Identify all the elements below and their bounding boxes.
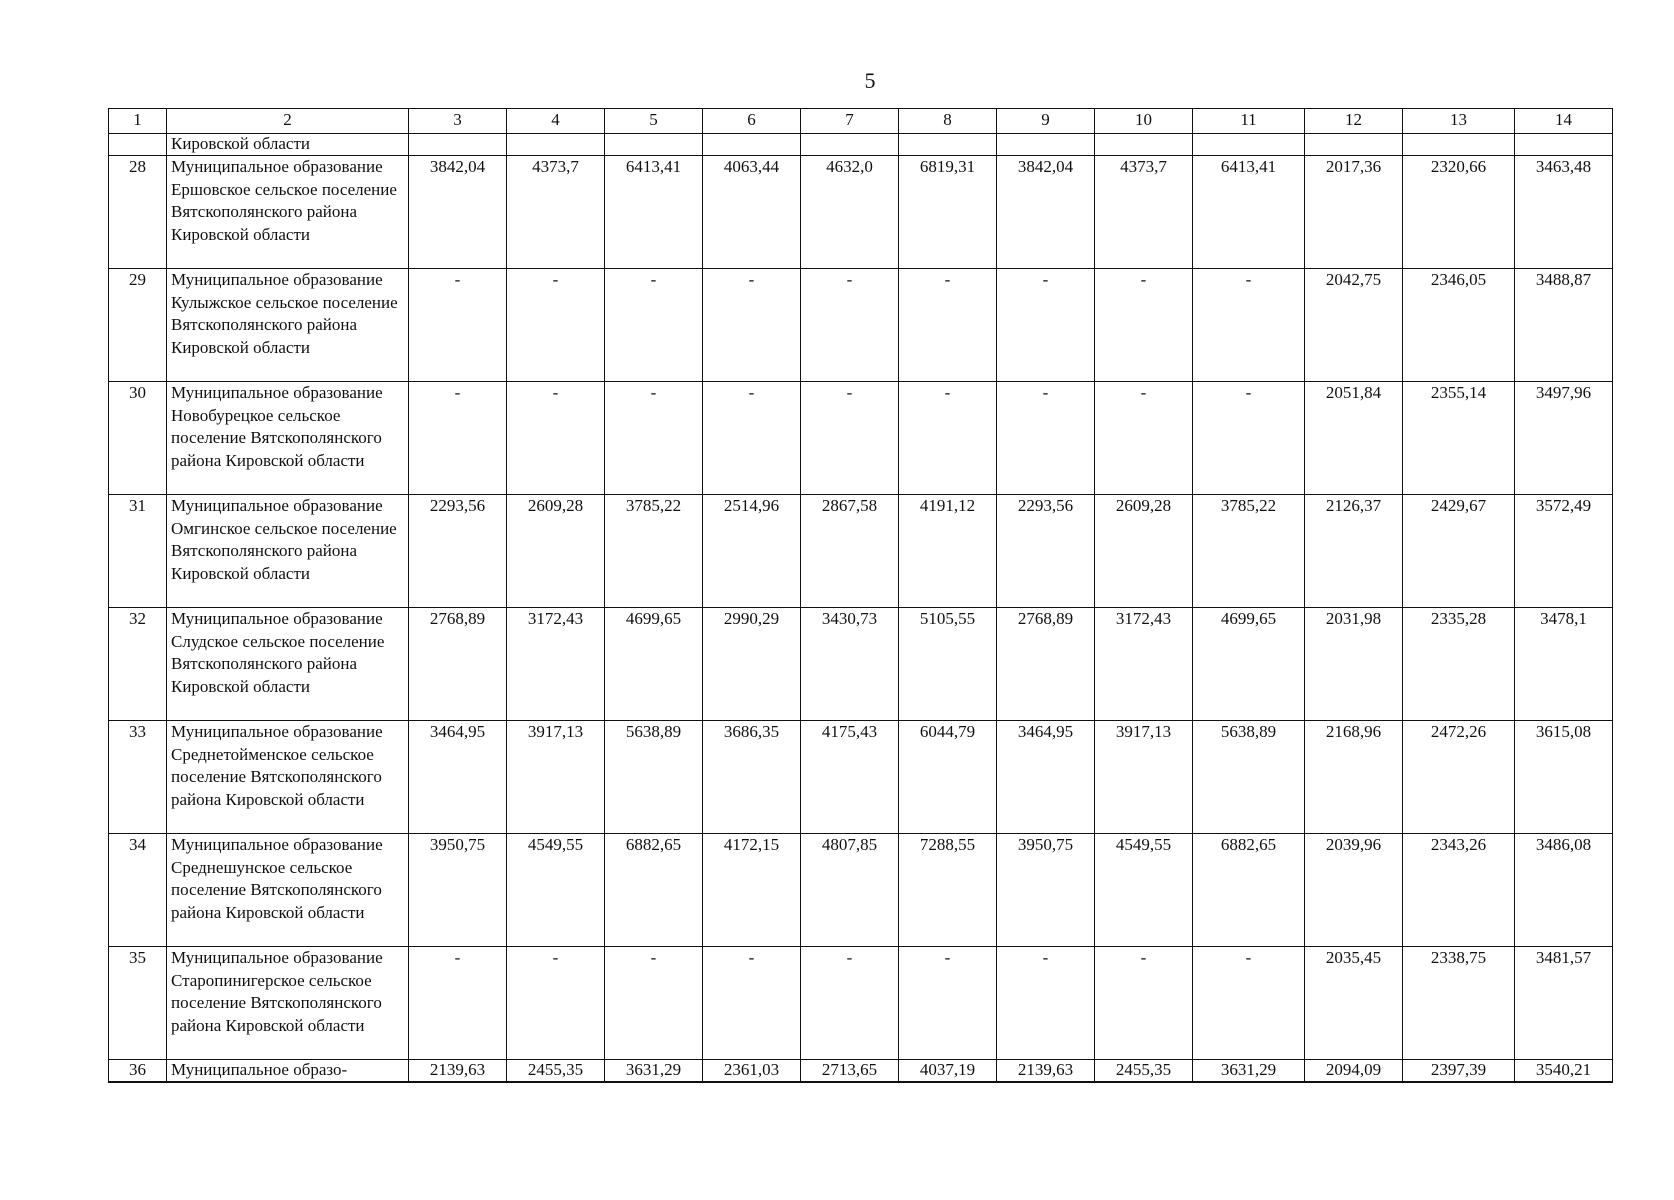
value-cell: 2768,89 bbox=[997, 608, 1095, 721]
value-cell: - bbox=[507, 269, 605, 382]
tariff-table bbox=[108, 108, 1613, 1083]
value-cell: - bbox=[507, 382, 605, 495]
value-cell: 3464,95 bbox=[409, 721, 507, 834]
column-number-cell: 6 bbox=[703, 109, 801, 134]
value-cell: 3950,75 bbox=[997, 834, 1095, 947]
value-cell: 6882,65 bbox=[1193, 834, 1305, 947]
column-number-cell: 10 bbox=[1095, 109, 1193, 134]
value-cell: - bbox=[899, 269, 997, 382]
value-cell: 2168,96 bbox=[1305, 721, 1403, 834]
value-cell: 2867,58 bbox=[801, 495, 899, 608]
value-cell: - bbox=[899, 947, 997, 1060]
value-cell: 3631,29 bbox=[605, 1060, 703, 1083]
municipality-name-cell: Муниципальное образование Среднетойменское сельское поселение Вятскополянского района Кировской области bbox=[167, 721, 409, 834]
value-cell: - bbox=[409, 382, 507, 495]
value-cell: - bbox=[703, 947, 801, 1060]
value-cell: 3540,21 bbox=[1515, 1060, 1613, 1083]
value-cell bbox=[1403, 134, 1515, 156]
municipality-name-cell: Муниципальное образование Новобурецкое сельское поселение Вятскополянского района Кировской области bbox=[167, 382, 409, 495]
municipality-name-cell: Муниципальное образование Слудское сельское поселение Вятскополянского района Кировской области bbox=[167, 608, 409, 721]
value-cell: 4699,65 bbox=[605, 608, 703, 721]
value-cell: 2397,39 bbox=[1403, 1060, 1515, 1083]
value-cell: 3463,48 bbox=[1515, 156, 1613, 269]
value-cell: 4373,7 bbox=[1095, 156, 1193, 269]
value-cell: 6413,41 bbox=[605, 156, 703, 269]
value-cell: - bbox=[997, 269, 1095, 382]
value-cell: 2361,03 bbox=[703, 1060, 801, 1083]
value-cell: 2293,56 bbox=[409, 495, 507, 608]
page-number: 5 bbox=[864, 68, 876, 93]
value-cell: 3917,13 bbox=[1095, 721, 1193, 834]
row-number-cell: 35 bbox=[109, 947, 167, 1060]
value-cell: - bbox=[801, 382, 899, 495]
value-cell: 3478,1 bbox=[1515, 608, 1613, 721]
value-cell: 3842,04 bbox=[409, 156, 507, 269]
value-cell: 2455,35 bbox=[1095, 1060, 1193, 1083]
value-cell: - bbox=[899, 382, 997, 495]
value-cell: 3172,43 bbox=[1095, 608, 1193, 721]
value-cell: 2472,26 bbox=[1403, 721, 1515, 834]
value-cell: 3615,08 bbox=[1515, 721, 1613, 834]
table-body bbox=[109, 109, 1613, 1083]
value-cell: - bbox=[605, 269, 703, 382]
row-number-cell: 34 bbox=[109, 834, 167, 947]
value-cell: 2343,26 bbox=[1403, 834, 1515, 947]
municipality-name-cell: Муниципальное образо- bbox=[167, 1060, 409, 1083]
table-row bbox=[109, 495, 1613, 608]
value-cell: 6413,41 bbox=[1193, 156, 1305, 269]
municipality-name-cell: Кировской области bbox=[167, 134, 409, 156]
value-cell: 2139,63 bbox=[409, 1060, 507, 1083]
value-cell: 2293,56 bbox=[997, 495, 1095, 608]
row-number-cell: 28 bbox=[109, 156, 167, 269]
row-number-cell: 31 bbox=[109, 495, 167, 608]
municipality-name-cell: Муниципальное образование Среднешунское сельское поселение Вятскополянского района Кировской области bbox=[167, 834, 409, 947]
table-row bbox=[109, 382, 1613, 495]
value-cell: - bbox=[1095, 382, 1193, 495]
value-cell: 4699,65 bbox=[1193, 608, 1305, 721]
value-cell: 4807,85 bbox=[801, 834, 899, 947]
value-cell: 2126,37 bbox=[1305, 495, 1403, 608]
value-cell: 4549,55 bbox=[1095, 834, 1193, 947]
value-cell: 2609,28 bbox=[1095, 495, 1193, 608]
row-number-cell: 29 bbox=[109, 269, 167, 382]
value-cell: - bbox=[703, 382, 801, 495]
value-cell: - bbox=[997, 947, 1095, 1060]
table-row bbox=[109, 1060, 1613, 1083]
value-cell: 3785,22 bbox=[1193, 495, 1305, 608]
value-cell bbox=[1305, 134, 1403, 156]
value-cell: 4549,55 bbox=[507, 834, 605, 947]
value-cell: 3430,73 bbox=[801, 608, 899, 721]
column-number-cell: 2 bbox=[167, 109, 409, 134]
value-cell: 4175,43 bbox=[801, 721, 899, 834]
municipality-name-cell: Муниципальное образование Омгинское сельское поселение Вятскополянского района Кировской области bbox=[167, 495, 409, 608]
table-row bbox=[109, 134, 1613, 156]
value-cell bbox=[899, 134, 997, 156]
value-cell: 3950,75 bbox=[409, 834, 507, 947]
value-cell bbox=[409, 134, 507, 156]
row-number-cell: 32 bbox=[109, 608, 167, 721]
value-cell: 2031,98 bbox=[1305, 608, 1403, 721]
value-cell: - bbox=[1095, 947, 1193, 1060]
value-cell: 2017,36 bbox=[1305, 156, 1403, 269]
value-cell bbox=[507, 134, 605, 156]
value-cell: 2338,75 bbox=[1403, 947, 1515, 1060]
value-cell: 4037,19 bbox=[899, 1060, 997, 1083]
value-cell: 2609,28 bbox=[507, 495, 605, 608]
value-cell: - bbox=[605, 947, 703, 1060]
value-cell: - bbox=[703, 269, 801, 382]
row-number-cell: 33 bbox=[109, 721, 167, 834]
value-cell: 3785,22 bbox=[605, 495, 703, 608]
table-row bbox=[109, 608, 1613, 721]
column-number-cell: 12 bbox=[1305, 109, 1403, 134]
value-cell: - bbox=[1095, 269, 1193, 382]
column-number-cell: 3 bbox=[409, 109, 507, 134]
value-cell: - bbox=[1193, 382, 1305, 495]
table-row bbox=[109, 947, 1613, 1060]
value-cell: 3488,87 bbox=[1515, 269, 1613, 382]
value-cell: 2514,96 bbox=[703, 495, 801, 608]
value-cell bbox=[703, 134, 801, 156]
column-number-cell: 1 bbox=[109, 109, 167, 134]
municipality-name-cell: Муниципальное образование Старопинигерское сельское поселение Вятскополянского района Кировской области bbox=[167, 947, 409, 1060]
value-cell: 6882,65 bbox=[605, 834, 703, 947]
column-number-cell: 7 bbox=[801, 109, 899, 134]
value-cell: 2035,45 bbox=[1305, 947, 1403, 1060]
column-number-cell: 4 bbox=[507, 109, 605, 134]
column-number-cell: 14 bbox=[1515, 109, 1613, 134]
value-cell: 4373,7 bbox=[507, 156, 605, 269]
value-cell bbox=[1193, 134, 1305, 156]
value-cell: 6044,79 bbox=[899, 721, 997, 834]
value-cell bbox=[997, 134, 1095, 156]
value-cell: - bbox=[409, 269, 507, 382]
value-cell: 5638,89 bbox=[605, 721, 703, 834]
value-cell: 3481,57 bbox=[1515, 947, 1613, 1060]
value-cell: 2355,14 bbox=[1403, 382, 1515, 495]
value-cell: - bbox=[997, 382, 1095, 495]
value-cell bbox=[605, 134, 703, 156]
value-cell: 3572,49 bbox=[1515, 495, 1613, 608]
value-cell: - bbox=[507, 947, 605, 1060]
municipality-name-cell: Муниципальное образование Кулыжское сельское поселение Вятскополянского района Кировской области bbox=[167, 269, 409, 382]
value-cell: - bbox=[1193, 947, 1305, 1060]
value-cell: 2139,63 bbox=[997, 1060, 1095, 1083]
table-row bbox=[109, 269, 1613, 382]
row-number-cell bbox=[109, 134, 167, 156]
value-cell: - bbox=[605, 382, 703, 495]
value-cell bbox=[1095, 134, 1193, 156]
value-cell: 4172,15 bbox=[703, 834, 801, 947]
value-cell: 2039,96 bbox=[1305, 834, 1403, 947]
column-number-cell: 13 bbox=[1403, 109, 1515, 134]
value-cell: - bbox=[801, 269, 899, 382]
value-cell: 4632,0 bbox=[801, 156, 899, 269]
table-row bbox=[109, 721, 1613, 834]
value-cell bbox=[1515, 134, 1613, 156]
column-number-cell: 9 bbox=[997, 109, 1095, 134]
row-number-cell: 36 bbox=[109, 1060, 167, 1083]
value-cell: 3497,96 bbox=[1515, 382, 1613, 495]
value-cell: 2429,67 bbox=[1403, 495, 1515, 608]
value-cell: 5638,89 bbox=[1193, 721, 1305, 834]
value-cell: 2051,84 bbox=[1305, 382, 1403, 495]
value-cell: 7288,55 bbox=[899, 834, 997, 947]
value-cell: 2990,29 bbox=[703, 608, 801, 721]
value-cell: 3631,29 bbox=[1193, 1060, 1305, 1083]
value-cell: - bbox=[409, 947, 507, 1060]
value-cell: 2335,28 bbox=[1403, 608, 1515, 721]
table-row bbox=[109, 156, 1613, 269]
value-cell bbox=[801, 134, 899, 156]
value-cell: 3486,08 bbox=[1515, 834, 1613, 947]
value-cell: 2455,35 bbox=[507, 1060, 605, 1083]
value-cell: 2042,75 bbox=[1305, 269, 1403, 382]
value-cell: 6819,31 bbox=[899, 156, 997, 269]
table-row bbox=[109, 834, 1613, 947]
value-cell: 2768,89 bbox=[409, 608, 507, 721]
value-cell: - bbox=[801, 947, 899, 1060]
value-cell: 4191,12 bbox=[899, 495, 997, 608]
column-number-cell: 8 bbox=[899, 109, 997, 134]
municipality-name-cell: Муниципальное образование Ершовское сельское поселение Вятскополянского района Кировской области bbox=[167, 156, 409, 269]
value-cell: 2094,09 bbox=[1305, 1060, 1403, 1083]
value-cell: 4063,44 bbox=[703, 156, 801, 269]
value-cell: 3917,13 bbox=[507, 721, 605, 834]
value-cell: 5105,55 bbox=[899, 608, 997, 721]
value-cell: 2320,66 bbox=[1403, 156, 1515, 269]
value-cell: 3686,35 bbox=[703, 721, 801, 834]
value-cell: 2346,05 bbox=[1403, 269, 1515, 382]
column-number-cell: 11 bbox=[1193, 109, 1305, 134]
value-cell: 2713,65 bbox=[801, 1060, 899, 1083]
column-number-row bbox=[109, 109, 1613, 134]
row-number-cell: 30 bbox=[109, 382, 167, 495]
value-cell: 3842,04 bbox=[997, 156, 1095, 269]
column-number-cell: 5 bbox=[605, 109, 703, 134]
value-cell: 3464,95 bbox=[997, 721, 1095, 834]
value-cell: - bbox=[1193, 269, 1305, 382]
value-cell: 3172,43 bbox=[507, 608, 605, 721]
